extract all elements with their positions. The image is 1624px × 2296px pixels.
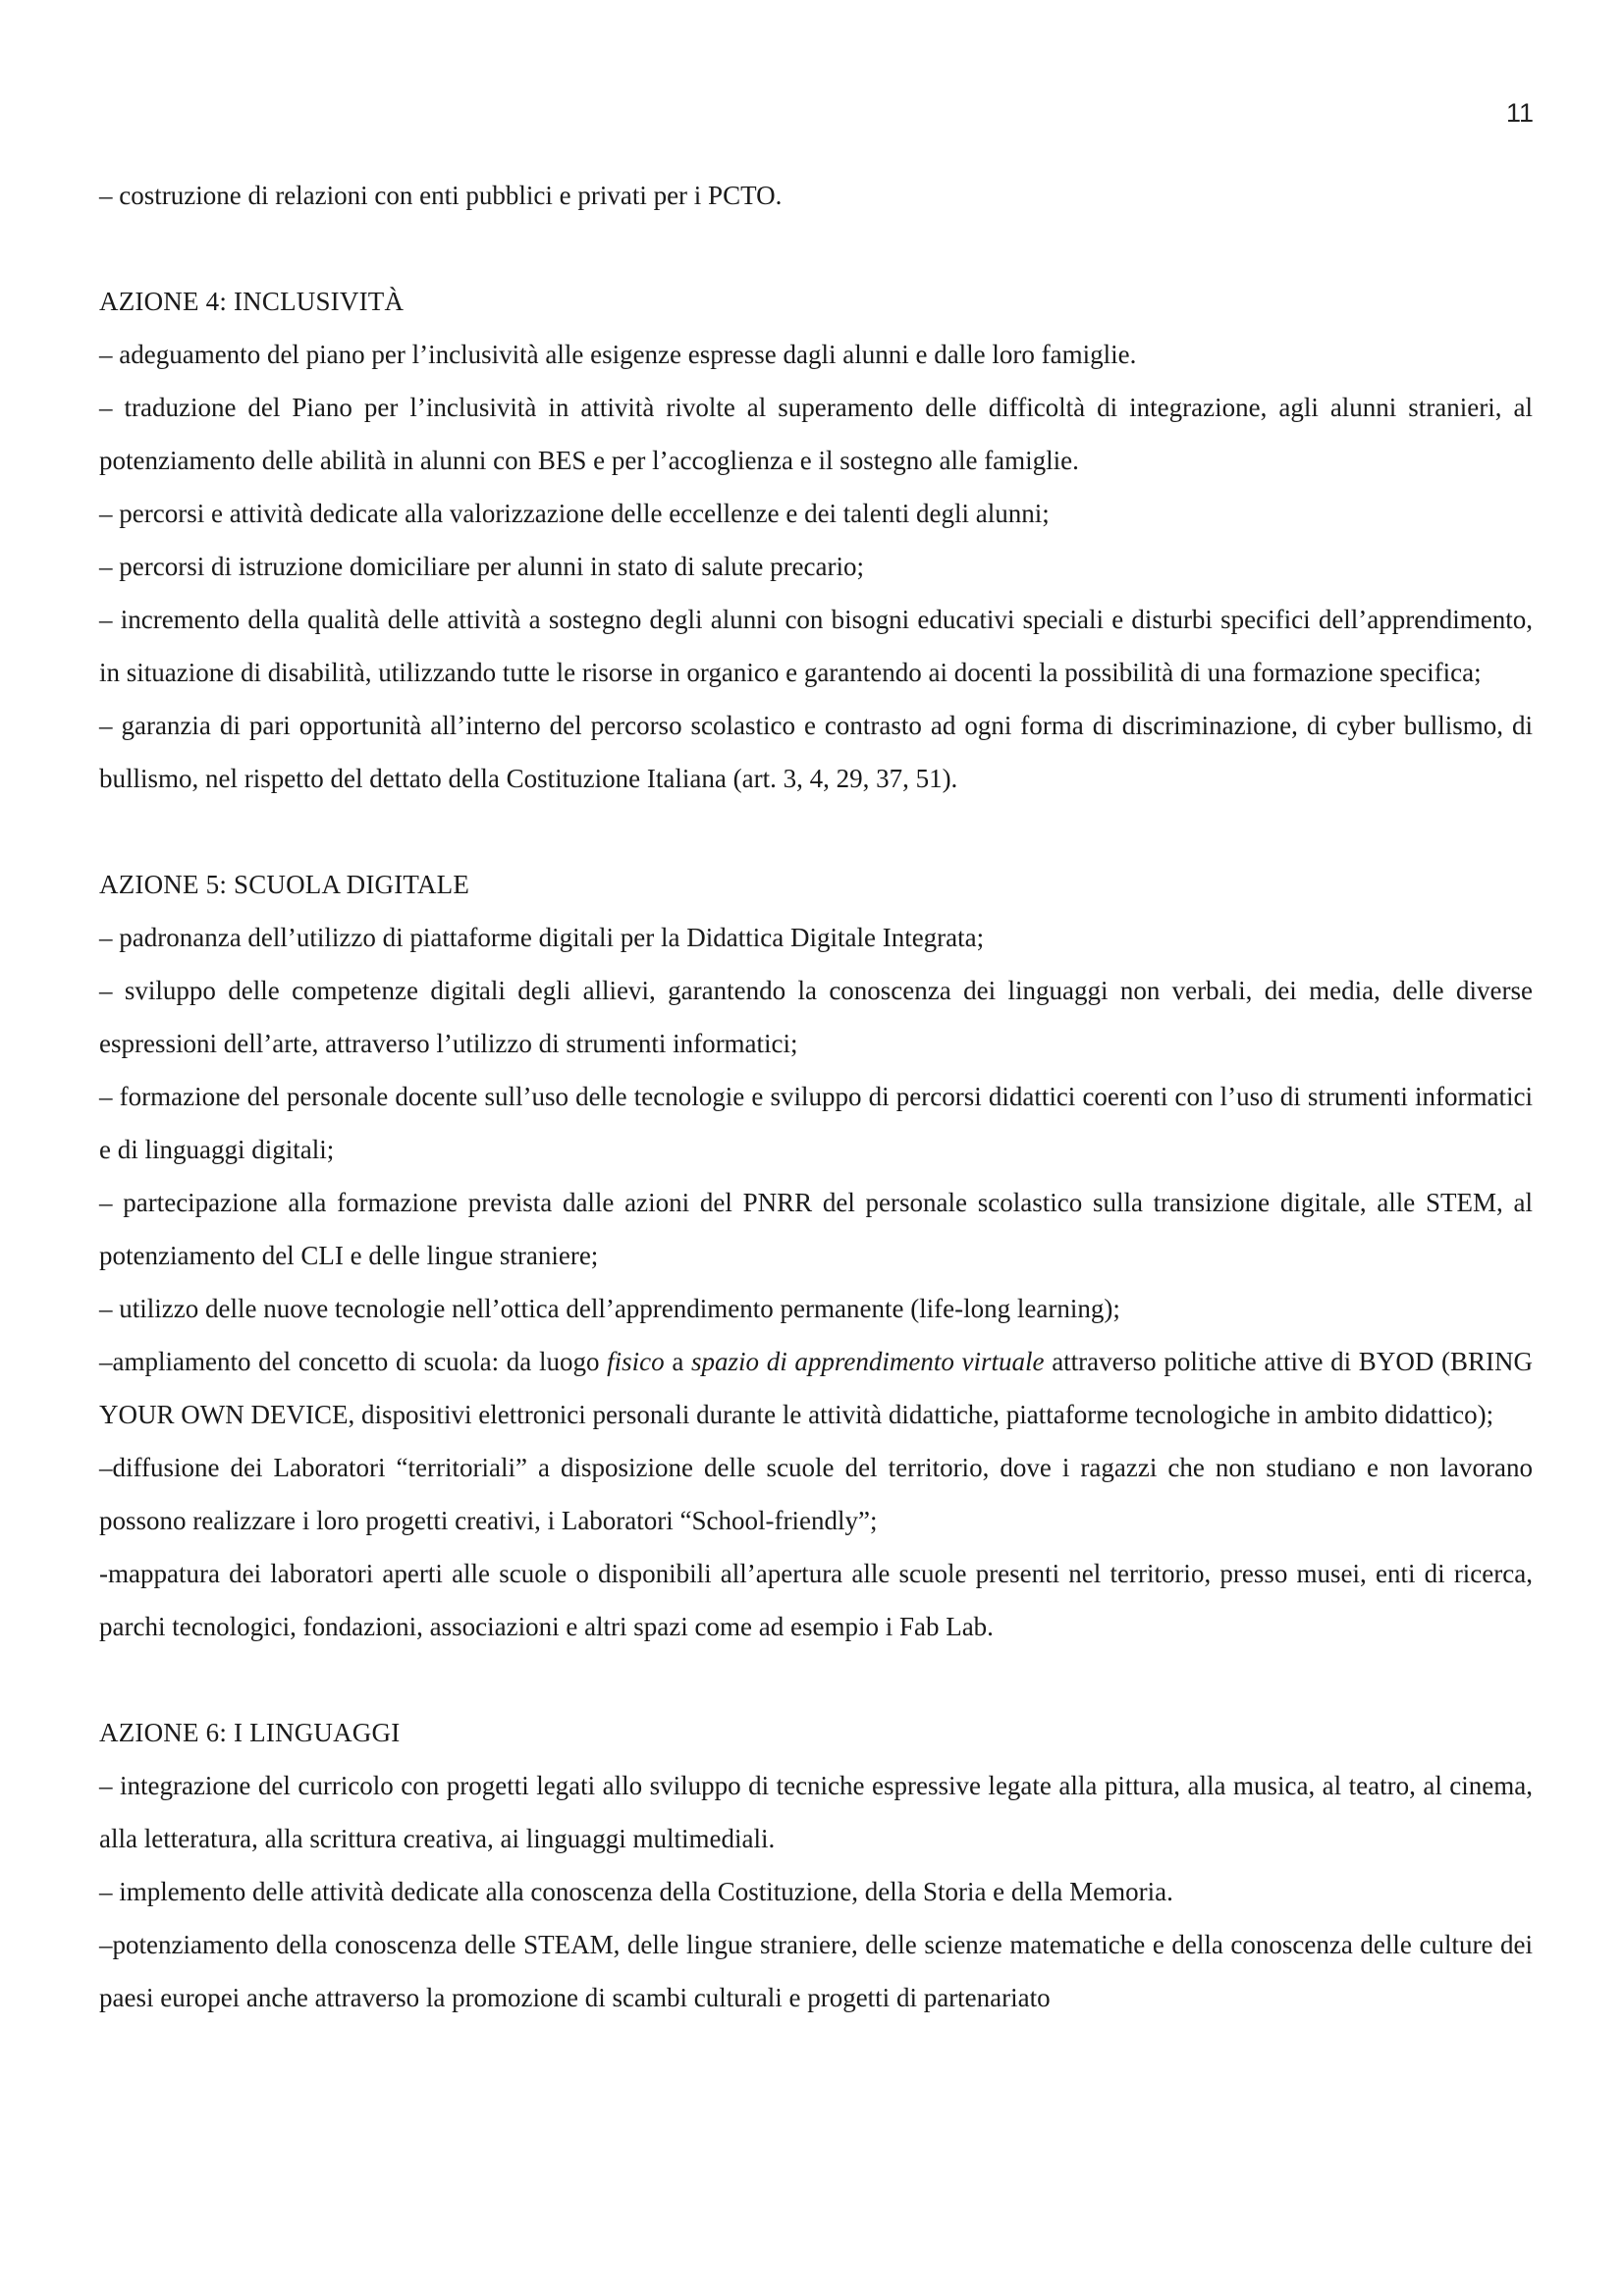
list-item: –diffusione dei Laboratori “territoriali” a disposizione delle scuole del territorio, dove i ragazzi che non studiano e non lavorano possono realizzare i loro progetti creativi, i Laboratori “School-friendly”; bbox=[99, 1453, 1533, 1535]
byod-italic-spazio: spazio di apprendimento virtuale bbox=[691, 1347, 1045, 1376]
list-item: – padronanza dell’utilizzo di piattaforme digitali per la Didattica Digitale Integrata; bbox=[99, 923, 985, 952]
byod-suffix: attraverso politiche attive di BYOD (BRING YOUR OWN DEVICE, dispositivi elettronici personali durante le attività didattiche, piattaforme tecnologiche in ambito didattico); bbox=[99, 1347, 1533, 1429]
page-number: 11 bbox=[1505, 98, 1534, 128]
list-item: – integrazione del curricolo con progetti legati allo sviluppo di tecniche espressive legate alla pittura, alla musica, al teatro, al cinema, alla letteratura, alla scrittura creativa, ai linguaggi multimediali. bbox=[99, 1771, 1533, 1853]
document-body bbox=[99, 169, 1533, 2024]
list-item: –potenziamento della conoscenza delle STEAM, delle lingue straniere, delle scienze matematiche e della conoscenza delle culture dei paesi europei anche attraverso la promozione di scambi culturali e progetti di partenariato bbox=[99, 1930, 1533, 2012]
list-item: – partecipazione alla formazione prevista dalle azioni del PNRR del personale scolastico sulla transizione digitale, alle STEM, al potenziamento del CLI e delle lingue straniere; bbox=[99, 1188, 1533, 1270]
byod-italic-fisico: fisico bbox=[607, 1347, 665, 1376]
list-item: – formazione del personale docente sull’uso delle tecnologie e sviluppo di percorsi didattici coerenti con l’uso di strumenti informatici e di linguaggi digitali; bbox=[99, 1082, 1533, 1164]
section-spacer bbox=[99, 1653, 1533, 1706]
list-item-byod bbox=[99, 1335, 1533, 1441]
section-heading-inclusivita: AZIONE 4: INCLUSIVITÀ bbox=[99, 287, 405, 316]
list-item: – implemento delle attività dedicate alla conoscenza della Costituzione, della Storia e della Memoria. bbox=[99, 1877, 1173, 1906]
section-spacer bbox=[99, 222, 1533, 275]
list-item: – utilizzo delle nuove tecnologie nell’ottica dell’apprendimento permanente (life-long learning); bbox=[99, 1294, 1120, 1323]
byod-middle: a bbox=[664, 1347, 691, 1376]
list-item: – adeguamento del piano per l’inclusività alle esigenze espresse dagli alunni e dalle loro famiglie. bbox=[99, 340, 1137, 369]
list-item: – percorsi di istruzione domiciliare per alunni in stato di salute precario; bbox=[99, 552, 865, 581]
list-item: – sviluppo delle competenze digitali degli allievi, garantendo la conoscenza dei linguaggi non verbali, dei media, delle diverse espressioni dell’arte, attraverso l’utilizzo di strumenti informatici; bbox=[99, 976, 1533, 1058]
list-item: – percorsi e attività dedicate alla valorizzazione delle eccellenze e dei talenti degli alunni; bbox=[99, 499, 1050, 528]
intro-line: – costruzione di relazioni con enti pubblici e privati per i PCTO. bbox=[99, 181, 783, 210]
section-heading-scuola-digitale: AZIONE 5: SCUOLA DIGITALE bbox=[99, 870, 470, 899]
section-heading-linguaggi: AZIONE 6: I LINGUAGGI bbox=[99, 1718, 401, 1747]
byod-prefix: –ampliamento del concetto di scuola: da luogo bbox=[99, 1347, 608, 1376]
list-item: – incremento della qualità delle attività a sostegno degli alunni con bisogni educativi speciali e disturbi specifici dell’apprendimento, in situazione di disabilità, utilizzando tutte le risorse in organico e garantendo ai docenti la possibilità di una formazione specifica; bbox=[99, 605, 1533, 687]
list-item: -mappatura dei laboratori aperti alle scuole o disponibili all’apertura alle scuole presenti nel territorio, presso musei, enti di ricerca, parchi tecnologici, fondazioni, associazioni e altri spazi come ad esempio i Fab Lab. bbox=[99, 1559, 1533, 1641]
list-item: – traduzione del Piano per l’inclusività in attività rivolte al superamento delle difficoltà di integrazione, agli alunni stranieri, al potenziamento delle abilità in alunni con BES e per l’accoglienza e il sostegno alle famiglie. bbox=[99, 393, 1533, 475]
section-spacer bbox=[99, 805, 1533, 858]
list-item: – garanzia di pari opportunità all’interno del percorso scolastico e contrasto ad ogni forma di discriminazione, di cyber bullismo, di bullismo, nel rispetto del dettato della Costituzione Italiana (art. 3, 4, 29, 37, 51). bbox=[99, 711, 1533, 793]
